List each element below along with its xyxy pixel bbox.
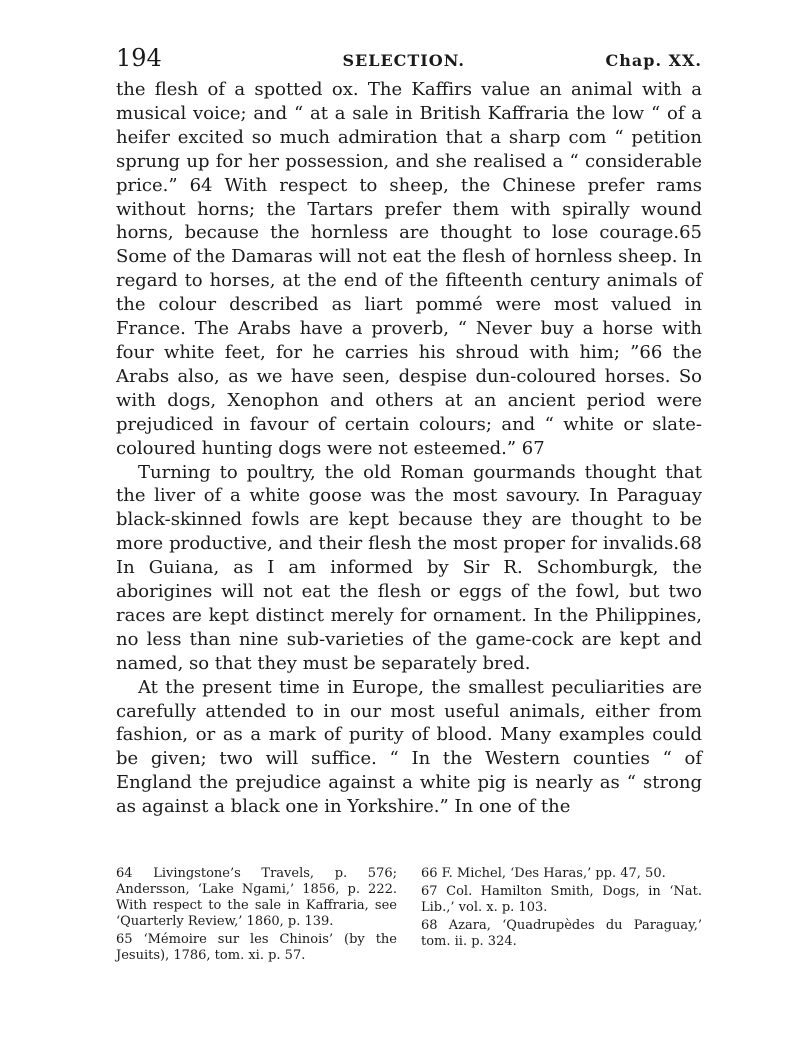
footnote-64: 64 Livingstone’s Travels, p. 576; Andersson, ‘Lake Ngami,’ 1856, p. 222. With respect to the sale in Kaffraria, see ‘Quarterly Review,’ 1860, p. 139. xyxy=(116,866,397,929)
footnote-67: 67 Col. Hamilton Smith, Dogs, in ‘Nat. Lib.,’ vol. x. p. 103. xyxy=(421,884,702,915)
footnotes-left-column xyxy=(116,866,397,964)
paragraph-3: At the present time in Europe, the smallest peculiarities are carefully attended to in our most useful animals, either from fashion, or as a mark of purity of blood. Many examples could be given; two will suffice. “ In the Western counties “ of England the prejudice against a white pig is nearly as “ strong as against a black one in Yorkshire.” In one of the xyxy=(116,676,702,818)
footnotes xyxy=(116,866,702,964)
paragraph-1: the flesh of a spotted ox. The Kaffirs value an animal with a musical voice; and “ at a sale in British Kaffraria the low “ of a heifer excited so much admiration that a sharp com “ petition sprung up for her possession, and she realised a “ considerable price.” 64 With respect to sheep, the Chinese prefer rams without horns; the Tartars prefer them with spirally wound horns, because the hornless are thought to lose courage.65 Some of the Damaras will not eat the flesh of hornless sheep. In regard to horses, at the end of the fifteenth century animals of the colour described as liart pommé were most valued in France. The Arabs have a proverb, “ Never buy a horse with four white feet, for he carries his shroud with him; ”66 the Arabs also, as we have seen, despise dun-coloured horses. So with dogs, Xenophon and others at an ancient period were prejudiced in favour of certain colours; and “ white or slate-coloured hunting dogs were not esteemed.” 67 xyxy=(116,79,702,459)
footnote-66: 66 F. Michel, ‘Des Haras,’ pp. 47, 50. xyxy=(421,866,666,881)
paragraph-2: Turning to poultry, the old Roman gourmands thought that the liver of a white goose was the most savoury. In Paraguay black-skinned fowls are kept because they are thought to be more productive, and their flesh the most proper for invalids.68 In Guiana, as I am informed by Sir R. Schomburgk, the aborigines will not eat the flesh or eggs of the fowl, but two races are kept distinct merely for ornament. In the Philippines, no less than nine sub-varieties of the game-cock are kept and named, so that they must be separately bred. xyxy=(116,461,702,674)
running-title: SELECTION. xyxy=(342,51,465,70)
footnote-68: 68 Azara, ‘Quadrupèdes du Paraguay,’ tom. ii. p. 324. xyxy=(421,918,702,949)
running-head xyxy=(116,44,702,72)
body-text xyxy=(116,78,702,819)
footnotes-right-column xyxy=(421,866,702,964)
page-number: 194 xyxy=(116,44,162,72)
footnote-65: 65 ‘Mémoire sur les Chinois’ (by the Jesuits), 1786, tom. xi. p. 57. xyxy=(116,932,397,963)
chapter-label: Chap. XX. xyxy=(605,51,702,70)
